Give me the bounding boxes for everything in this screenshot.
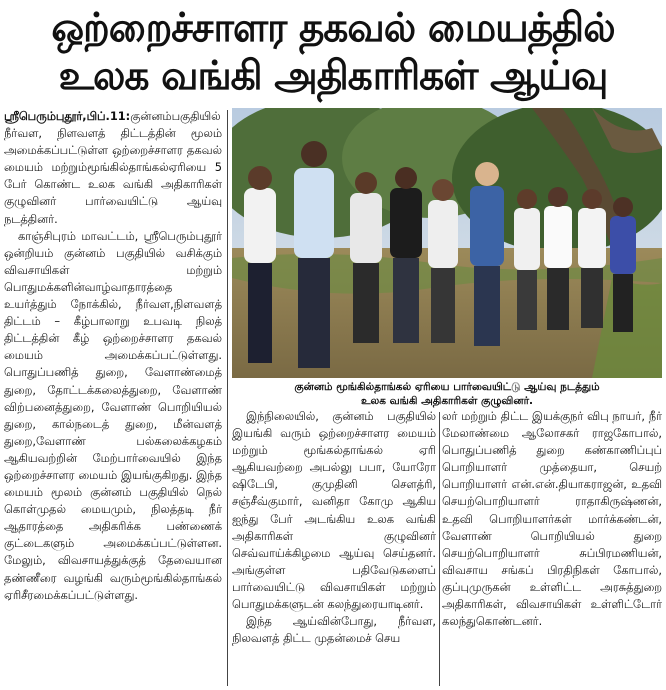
article-paragraph: இந்நிலையில், குன்னம் பகுதியில் இயங்கி வரும் ஒற்றைச்சாளர மையம் மற்றும் மூங்கல்தாங்கல் ஏரி ஆகியவற்றை அபல்லு பபா, யோரோ ஷிடேபி, குமுதினி சௌத்ரி, சஞ்சீவ்குமார், வனிதா கோமு ஆகிய ஐந்து பேர் அடங்கிய உலக வங்கி அதிகாரிகள் குழுவினர் செவ்வாய்க்கிழமை ஆய்வு செய்தனர். அங்குள்ள பதிவேடுகளைப் பார்வையிட்டு விவசாயிகள் மற்றும் பொதுமக்களுடன் கலந்துரையாடினர். (232, 409, 436, 612)
article-paragraph: இந்த ஆய்வின்போது, நீர்வள, நிலவளத் திட்ட முதன்மைச் செய (232, 614, 436, 646)
caption-line-2: உலக வங்கி அதிகாரிகள் குழுவினர். (360, 395, 534, 407)
photo-caption (232, 380, 662, 408)
article-column-2 (232, 408, 436, 688)
headline-line-2: உலக வங்கி அதிகாரிகள் ஆய்வு (58, 53, 608, 99)
column-divider (439, 412, 440, 686)
article-photo (232, 108, 662, 378)
article-paragraph: ஸ்ரீபெரும்புதூர்,பிப்.11:குன்னம்பகுதியில் நீர்வள, நிளவளத் திட்டத்தின் மூலம் அமைக்கப்பட்டுள்ள ஒற்றைச்சாளர தகவல் மையம் மற்றும்மூங்கில்தாங்கல்ஏரியை 5 பேர் கொண்ட உலக வங்கி அதிகாரிகள் குழுவினர் பார்வையிட்டு ஆய்வு நடத்தினர். (4, 109, 222, 226)
article-paragraph: காஞ்சிபுரம் மாவட்டம், ஸ்ரீபெரும்புதூர் ஒன்றியம் குன்னம் பகுதியில் வசிக்கும் விவசாயிகள் மற்றும் பொதுமக்களின்வாழ்வாதாரத்தை உயர்த்தும் நோக்கில், நீர்வள,நிளவளத் திட்டம் – கீழ்பாலாறு உபவடி நிலத் திட்டத்தின் கீழ் ஒற்றைச்சாளர தகவல் மையம் அமைக்கப்பட்டுள்ளது. பொதுப்பணித் துறை, வேளாண்மைத் துறை, தோட்டக்கலைத்துறை, வேளாண் விற்பனைத்துறை, வேளாண் பொறியியல் துறை, கால்நடைத் துறை, மீன்வளத் துறை,வேளாண் பல்கலைக்கழகம் ஆகியவற்றின் மேற்பார்வையில் இந்த ஒற்றைச்சாளர மையம் இயங்குகிறது. இந்த மையம் மூலம் குன்னம் பகுதியில் நெல் கொள்முதல் மையமும், நிலத்தடி நீர் ஆதாரத்தை அதிகரிக்க பண்ணைக் குட்டைகளும் அமைக்கப்பட்டுள்ளன. மேலும், விவசாயத்துக்குத் தேவையான தண்ணீரை வழங்கி வரும்மூங்கில்தாங்கல் ஏரிசீரமைக்கப்பட்டுள்ளது. (4, 228, 222, 602)
column-divider (227, 110, 228, 686)
dateline: ஸ்ரீபெரும்புதூர்,பிப்.11: (4, 109, 131, 123)
headline-line-1: ஒற்றைச்சாளர தகவல் மையத்தில் (51, 5, 615, 51)
article-column-3 (442, 408, 662, 688)
article-paragraph: லர் மற்றும் திட்ட இயக்குநர் விபு நாயர், நீர் மேலாண்மை ஆலோசகர் ராஜகோபால், பொதுப்பணித் துறை கண்காணிப்புப் பொறியாளர் முத்தையா, செயற் பொறியாளர் என்.என்.தியாகராஜன், உதவி செயற்பொறியாளர் ராதாகிருஷ்ணன், உதவி பொறியாளர்கள் மார்க்கண்டன், வேளாண் பொறியியல் துறை செயற்பொறியாளர் சுப்பிரமணியன், விவசாய சங்கப் பிரதிநிகள் கோபால், குப்புமுருகன் உள்ளிட்ட அரசுத்துறை அதிகாரிகள், விவசாயிகள் உள்ளிட்டோர் கலந்துகொண்டனர். (442, 409, 662, 629)
caption-line-1: குன்னம் மூங்கில்தாங்கல் ஏரியை பார்வையிட்டு ஆய்வு நடத்தும் (294, 381, 600, 393)
photo-scene (232, 108, 662, 378)
headline (0, 0, 666, 104)
article-column-1 (4, 108, 222, 688)
